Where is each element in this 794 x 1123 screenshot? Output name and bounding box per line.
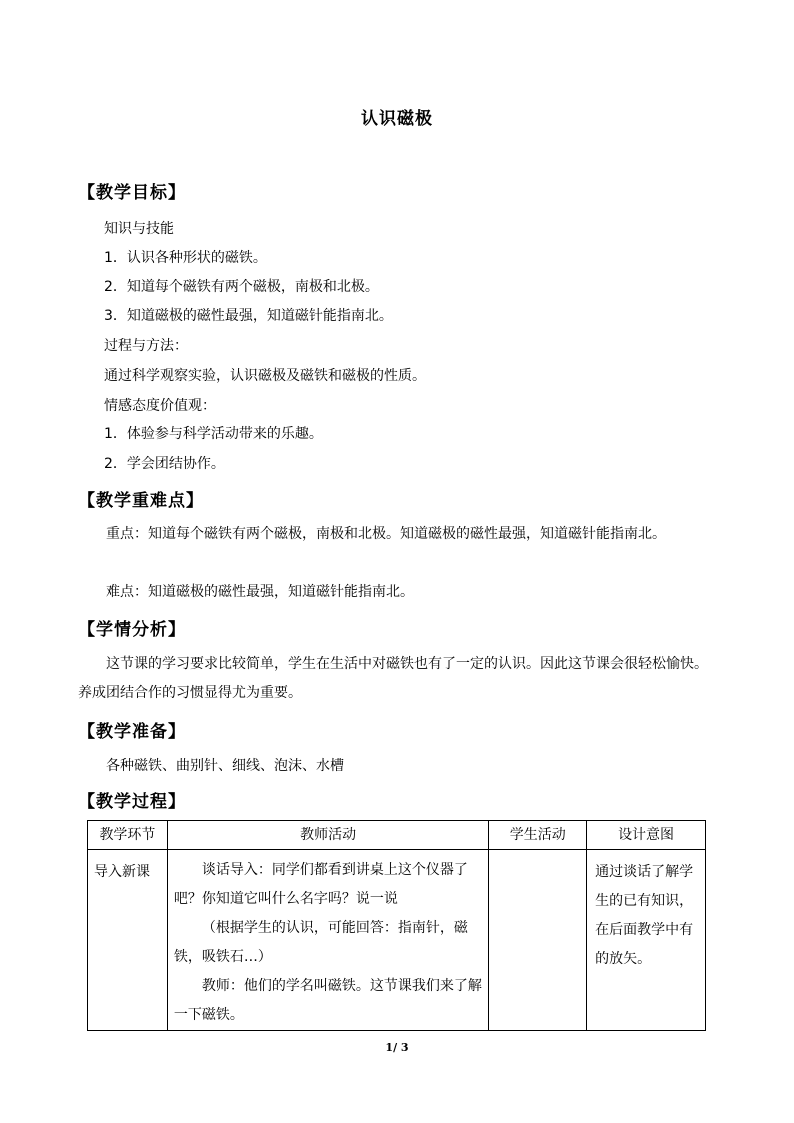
preparation-text: 各种磁铁、曲别针、细线、泡沫、水槽	[106, 758, 344, 774]
column-header-student: 学生活动	[489, 821, 587, 850]
goal-line: 1．认识各种形状的磁铁。	[104, 250, 267, 266]
table-row	[88, 850, 706, 1031]
teacher-activity-cell	[167, 850, 488, 1031]
heading-key-points: 【教学重难点】	[78, 491, 204, 511]
table-header-row	[88, 821, 706, 850]
student-analysis-text: 这节课的学习要求比较简单，学生在生活中对磁铁也有了一定的认识。因此这节课会很轻松愉快。养成团结合作的习惯显得尤为重要。	[78, 656, 708, 701]
goal-line: 情感态度价值观：	[104, 398, 216, 414]
key-point-text: 重点：知道每个磁铁有两个磁极，南极和北极。知道磁极的磁性最强，知道磁针能指南北。	[106, 526, 666, 542]
column-header-stage: 教学环节	[88, 821, 168, 850]
teacher-activity-paragraph: 谈话导入：同学们都看到讲桌上这个仪器了吧？你知道它叫什么名字吗？说一说	[173, 862, 468, 907]
page-number: 1/ 3	[385, 1041, 409, 1054]
heading-student-analysis: 【学情分析】	[78, 620, 186, 640]
document-title: 认识磁极	[361, 109, 433, 129]
heading-preparation: 【教学准备】	[78, 722, 186, 742]
goal-line: 2．知道每个磁铁有两个磁极，南极和北极。	[104, 279, 379, 295]
goal-line: 知识与技能	[104, 221, 174, 237]
goal-line: 过程与方法：	[104, 338, 188, 354]
column-header-teacher: 教师活动	[167, 821, 488, 850]
difficult-point-text: 难点：知道磁极的磁性最强，知道磁针能指南北。	[106, 584, 414, 600]
heading-teaching-goals: 【教学目标】	[78, 183, 186, 203]
design-intent-cell: 通过谈话了解学生的已有知识，在后面教学中有的放矢。	[587, 850, 706, 1031]
teacher-activity-paragraph: （根据学生的认识，可能回答：指南针，磁铁，吸铁石…）	[173, 920, 468, 965]
column-header-design: 设计意图	[587, 821, 706, 850]
goal-line: 3．知道磁极的磁性最强，知道磁针能指南北。	[104, 308, 393, 324]
teaching-process-table	[87, 820, 706, 1031]
student-activity-cell	[489, 850, 587, 1031]
goal-line: 1．体验参与科学活动带来的乐趣。	[104, 426, 323, 442]
goal-line: 通过科学观察实验，认识磁极及磁铁和磁极的性质。	[104, 368, 426, 384]
goal-line: 2．学会团结协作。	[104, 456, 225, 472]
stage-cell: 导入新课	[88, 850, 168, 1031]
teacher-activity-paragraph: 教师：他们的学名叫磁铁。这节课我们来了解一下磁铁。	[173, 978, 482, 1023]
heading-teaching-process: 【教学过程】	[78, 792, 186, 812]
